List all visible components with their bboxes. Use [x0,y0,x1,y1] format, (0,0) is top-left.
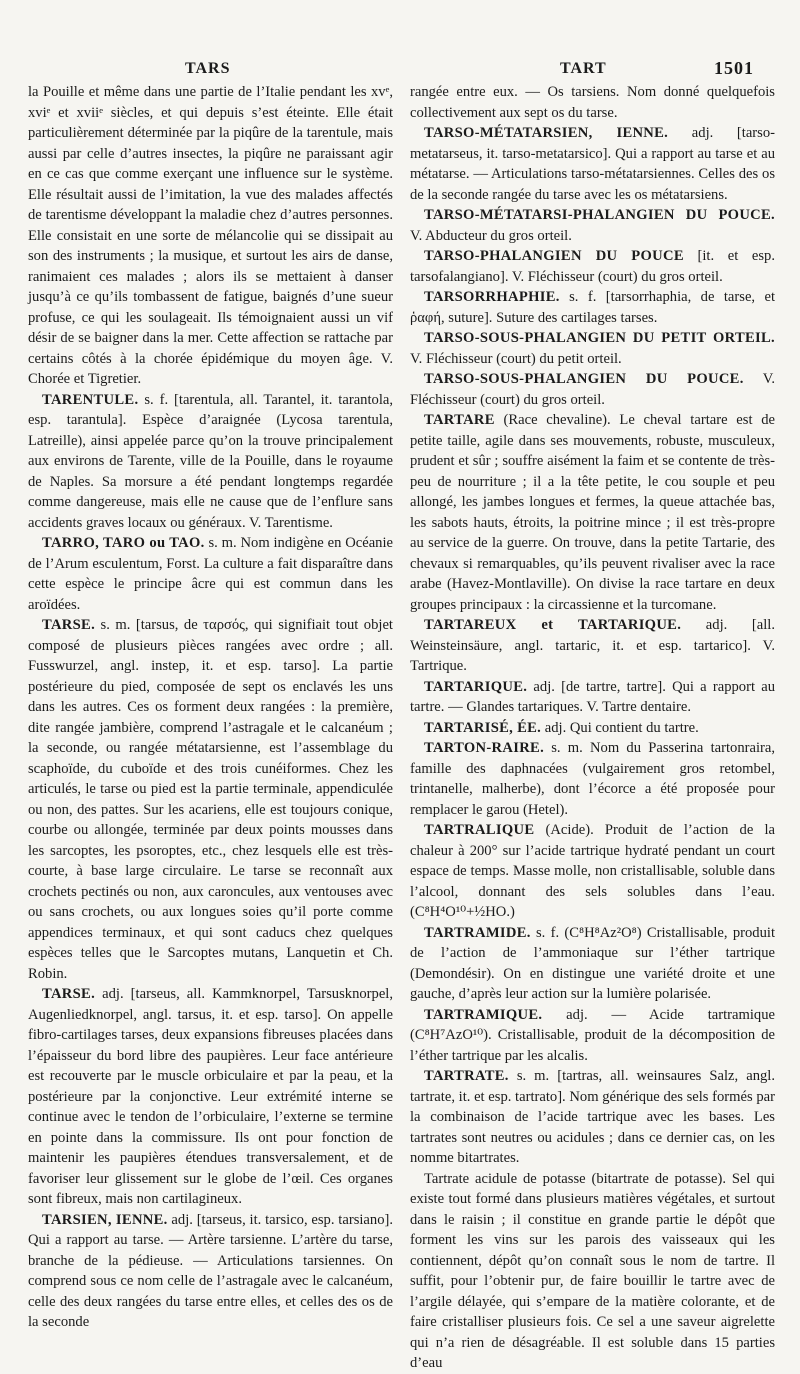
entry-headword: TARSO-MÉTATARSIEN, IENNE. [424,125,669,141]
entry-headword: TARSORRHAPHIE. [424,289,560,305]
dictionary-entry [410,328,775,369]
entry-headword: TARTARISÉ, ÉE. [424,719,542,736]
entry-text: Tartrate acidule de potasse (bitartrate de potasse). Sel qui existe tout formé dans plusieurs matières végétales, et surtout dans le raisin ; il constitue en grande partie le dépôt que forment les vins sur les parois des vaisseaux qui les contiennent, dépôt qu’on connaît sous le nom de tartre. Il suffit, pour l’obtenir pur, de faire bouillir le tartre avec de l’argile délayée, qui s’empare de la matière colorante, et de faire cristalliser plusieurs fois. Ce sel a une saveur aigrelette qui n’a rien de désagréable. Il est soluble dans 15 parties d’eau [410,1170,775,1371]
dictionary-entry [28,390,393,534]
entry-text: [it. et esp. tarsofalangiano]. V. Fléchisseur (court) du gros orteil. [410,248,775,285]
entry-text: adj. [tarseus, it. tarsico, esp. tarsiano]. Qui a rapport au tarse. — Artère tarsienne. L’artère du tarse, branche de la pédieuse. — Articulations tarsiennes. On comprend sous ce nom celle de l’astragale avec le calcanéum, celle des deux rangées du tarse entre elles, et celles des os de la seconde [28,1211,394,1330]
dictionary-entry [410,677,775,718]
entry-headword: TARTAREUX et TARTARIQUE. [424,617,682,633]
entry-text: la Pouille et même dans une partie de l’Italie pendant les xvᵉ, xviᵉ et xviiᵉ siècles, et qui depuis s’est éteinte. Elle était particulièrement déterminée par la piqûre de la tarentule, mais aussi par celle d’autres insectes, la piqûre ne paraissant agir en ce cas que comme exerçant une influence sur le système. Elle résultait aussi de l’imitation, la vue des malades affectés de tarentisme développant la maladie chez d’autres personnes. Elle consistait en une sorte de mélancolie qui se dissipait au son des instruments ; la musique, et surtout les airs de danse, ranimaient ces malades ; alors ils se mettaient à danser jusqu’à ce qu’ils tombassent de fatigue, baignés d’une sueur profuse, ce qui les soulageait. Ils témoignaient aussi un vif désir de se baigner dans la mer. Cette affection se rattache par certains côtés à la chorée épidémique du moyen âge. V. Chorée et Tigretier. [28,84,393,387]
running-head [0,56,800,82]
dictionary-entry [28,82,393,390]
entry-headword: TARSO-MÉTATARSI-PHALANGIEN DU POUCE. [424,207,775,223]
dictionary-entry [28,1210,393,1333]
running-head-right-word: TART [560,60,607,77]
entry-text: (Race chevaline). Le cheval tartare est de petite taille, agile dans ses mouvements, robuste, musculeux, prudent et sûr ; souffre aisément la faim et se contente de très-peu de nourriture ; il a la tête petite, le cou souple et peu allongé, les jambes longues et fermes, la queue attachée bas, les sabots hauts, étroits, la poitrine mince ; il est très-propre au service de la guerre. On trouve, dans la petite Tartarie, des chevaux si remarquables, qu’ils peuvent rivaliser avec la race arabe (Havez-Montlaville). On divise la race tartare en deux groupes principaux : la circassienne et la turcomane. [410,412,775,613]
entry-headword: TARSE. [42,617,96,633]
entry-text: V. Fléchisseur (court) du gros orteil. [410,371,775,408]
dictionary-entry [410,287,775,328]
entry-headword: TARTARE [424,412,495,428]
entry-text: V. Fléchisseur (court) du petit orteil. [410,350,622,367]
dictionary-entry [410,246,775,287]
entry-headword: TARTRAMIDE. [424,924,531,941]
dictionary-entry [28,533,393,615]
entry-headword: TARSIEN, IENNE. [42,1211,168,1228]
entry-headword: TARTRALIQUE [424,822,535,838]
entry-text: s. m. [tarsus, de ταρσός, qui signifiait tout objet composé de plusieurs pièces rangées avec ordre ; all. Fusswurzel, angl. instep, it. et esp. tarso]. La partie postérieure du pied, composée de sept os enclavés les uns dans les autres. Ces os forment deux rangées : la première, dite rangée jambière, comprend l’astragale et le calcanéum ; la seconde, ou rangée métatarsienne, est l’assemblage du scaphoïde, du cuboïde et des trois cunéiformes. Chez les articulés, le tarse ou pied est la partie terminale, appendiculée ou non, des pattes. Sur les acariens, elle est toujours conique, courbe ou allongée, terminée par deux points mousses dans les sarcoptes, les psoroptes, etc., chez lesquels elle est très-courte, à base large circulaire. Le tarse se reconnaît aux crochets pectinés ou non, aux caroncules, aux ventouses avec ou sans crochets, ou aux longues soies qu’il porte comme appendices terminaux, et qui sont caducs chez quelques espèces telles que le Sarcoptes mutans, Lanquetin et Ch. Robin. [28,617,393,982]
entry-headword: TARENTULE. [42,391,139,408]
entry-text: adj. — Acide tartramique (C⁸H⁷AzO¹⁰). Cristallisable, produit de la décomposition de l’éther tartrique par les alcalis. [410,1006,775,1064]
entry-text: s. m. Nom indigène en Océanie de l’Arum esculentum, Forst. La culture a fait disparaître dans cette espèce le principe âcre qui est commun dans les aroïdées. [28,535,393,613]
dictionary-entry [28,984,393,1210]
right-column [410,82,776,1371]
dictionary-entry [410,718,775,739]
entry-text: s. f. [tarentula, all. Tarantel, it. tarantola, esp. tarantula]. Espèce d’araignée (Lycosa tarentula, Latreille), ainsi appelée parce qu’on la trouve principalement aux environs de Tarente, ville de la Pouille, dans le royaume de Naples. Sa morsure a été pendant longtemps regardée comme dangereuse, mais elle ne cause que de l’enflure sans accidents graves locaux ou généraux. V. Tarentisme. [28,391,393,531]
entry-headword: TARTRAMIQUE. [424,1006,543,1023]
entry-text: (Acide). Produit de l’action de la chaleur à 200° sur l’acide tartrique hydraté pendant un court espace de temps. Masse molle, non cristallisable, soluble dans l’alcool, donnant des sels solubles dans l’eau. (C⁸H⁴O¹⁰+½HO.) [410,822,775,920]
entry-text: s. m. Nom du Passerina tartonraira, famille des daphnacées (vulgairement gros retombel, trintanelle, malherbe), dont l’écorce a été proposée pour remplacer le garou (Hetel). [410,740,776,818]
dictionary-entry [410,923,775,1005]
left-column [28,82,394,1330]
dictionary-entry [410,410,775,615]
entry-text: adj. [tarso-metatarseus, it. tarso-metatarsico]. Qui a rapport au tarse et au métatarse. — Articulations tarso-métatarsiennes. Celles des os de la seconde rangée du tarse avec les os métatarsiens. [410,125,776,203]
entry-headword: TARTON-RAIRE. [424,740,545,756]
dictionary-entry [410,1066,775,1169]
dictionary-entry [28,615,393,984]
entry-text: adj. Qui contient du tartre. [544,719,699,736]
entry-text: adj. [all. Weinsteinsäure, angl. tartaric, it. et esp. tartarico]. V. Tartrique. [410,617,775,674]
running-head-left-word: TARS [185,60,231,77]
dictionary-entry [410,820,775,923]
dictionary-entry [410,205,775,246]
entry-text: adj. [de tartre, tartre]. Qui a rapport au tartre. — Glandes tartariques. V. Tartre dentaire. [410,678,775,715]
entry-text: s. f. [tarsorrhaphia, de tarse, et ῥαφή, suture]. Suture des cartilages tarses. [410,289,776,326]
entry-text: s. f. (C⁸H⁸Az²O⁸) Cristallisable, produit de l’action de l’ammoniaque sur l’éther tartrique (Demondésir). On en distingue une variété droite et une gauche, d’après leur action sur la lumière polarisée. [410,924,775,1002]
entry-headword: TARSO-PHALANGIEN DU POUCE [424,248,684,264]
entry-text: adj. [tarseus, all. Kammknorpel, Tarsusknorpel, Augenliedknorpel, angl. tarsus, it. et esp. tarso]. On appelle fibro-cartilages tarses, deux expansions fibreuses placées dans l’épaisseur du bord libre des paupières. Leur face antérieure est recouverte par le muscle orbiculaire et par la peau, et la postérieure par la conjonctive. Leur extrémité interne se continue avec le tendon de l’orbiculaire, l’externe se termine en pointe dans la commissure. Ils ont pour fonction de maintenir les paupières étendues transversalement, et de favoriser leur glissement sur le globe de l’œil. Ces organes sont fibreux, mais non cartilagineux. [28,986,394,1207]
entry-text: V. Abducteur du gros orteil. [410,227,572,244]
entry-text: s. m. [tartras, all. weinsaures Salz, angl. tartrate, it. et esp. tartrato]. Nom générique des sels formés par la combinaison de l’acide tartrique avec les bases. Les tartrates sont neutres ou acidules ; dans ce dernier cas, on les nomme bitartrates. [410,1068,775,1166]
page-number: 1501 [714,58,754,78]
dictionary-entry [410,738,775,820]
entry-text: rangée entre eux. — Os tarsiens. Nom donné quelquefois collectivement aux sept os du tarse. [410,84,775,121]
dictionary-entry [410,1005,775,1067]
entry-headword: TARSE. [42,986,96,1002]
dictionary-entry [410,123,775,205]
dictionary-entry [410,82,775,123]
dictionary-entry [410,1169,775,1374]
entry-headword: TARSO-SOUS-PHALANGIEN DU PETIT ORTEIL. [424,330,775,346]
entry-headword: TARRO, TARO ou TAO. [42,535,205,551]
entry-headword: TARTARIQUE. [424,678,528,695]
dictionary-entry [410,369,775,410]
dictionary-entry [410,615,775,677]
entry-headword: TARTRATE. [424,1068,509,1084]
entry-headword: TARSO-SOUS-PHALANGIEN DU POUCE. [424,371,744,387]
